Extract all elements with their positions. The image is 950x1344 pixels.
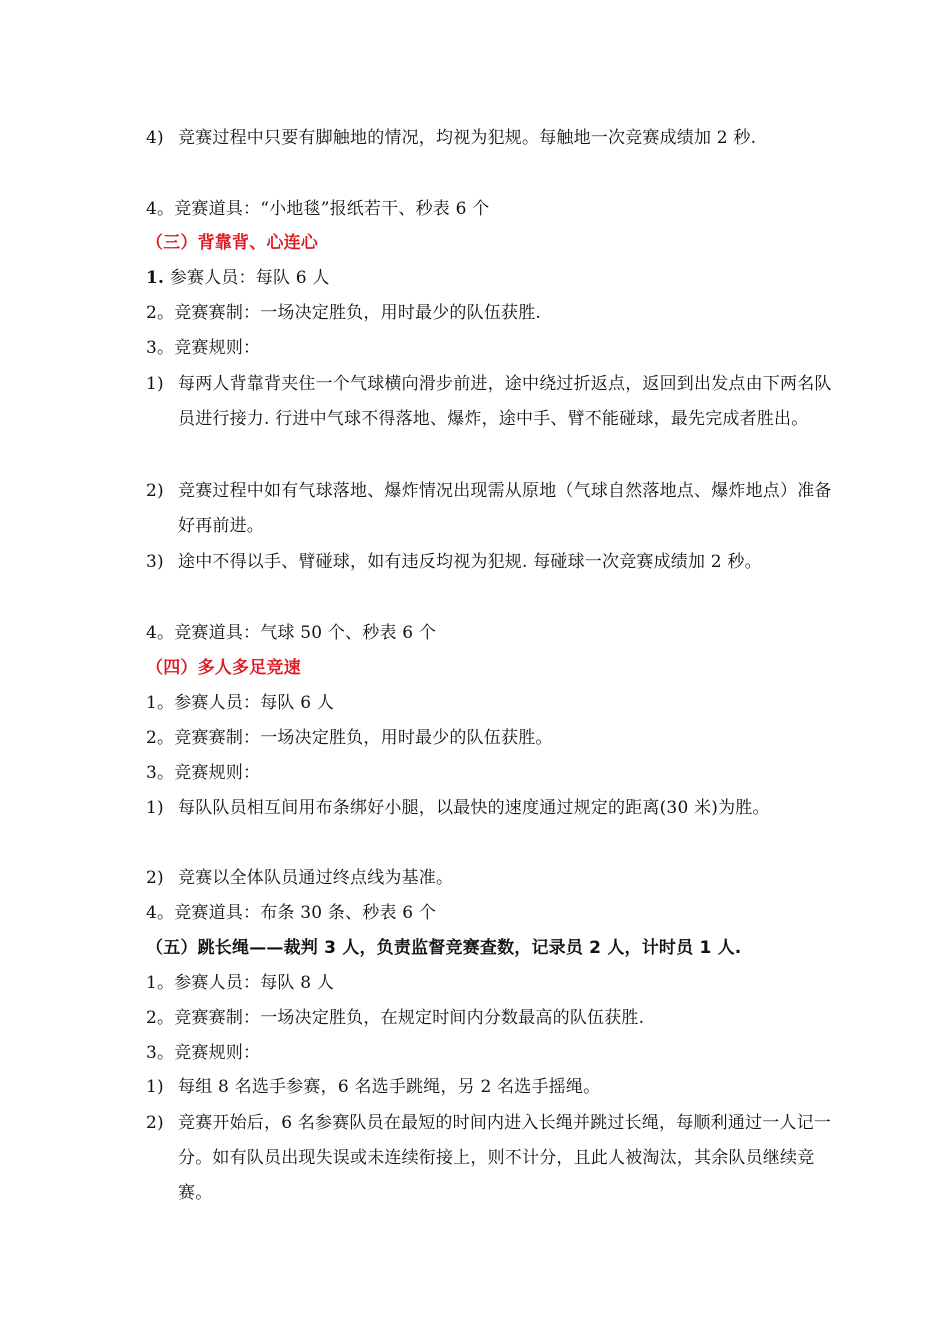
list-item-rule-1 (146, 374, 846, 437)
list-text: 竞赛开始后，6 名参赛队员在最短的时间内进入长绳并跳过长绳，每顺利通过一人记一分。如有队员出现失误或未连续衔接上，则不计分，且此人被淘汰，其余队员继续竞赛。 (178, 1113, 832, 1203)
list-item-rule-2 (146, 481, 846, 544)
rules-title: 3。竞赛规则： (146, 763, 261, 783)
section-heading-3: （三）背靠背、心连心 (146, 233, 318, 253)
rules-title: 3。竞赛规则： (146, 338, 261, 358)
participants-line (146, 268, 840, 288)
list-number: 1. (146, 268, 165, 288)
list-item-rule-1 (146, 798, 846, 826)
list-number: 3) (146, 552, 164, 572)
list-number: 2) (146, 1113, 164, 1133)
section-heading-5: （五）跳长绳——裁判 3 人，负责监督竞赛查数，记录员 2 人，计时员 1 人. (146, 938, 742, 958)
list-text: 竞赛过程中只要有脚触地的情况，均视为犯规。每触地一次竞赛成绩加 2 秒. (178, 128, 757, 148)
participants-text: 参赛人员：每队 6 人 (164, 268, 330, 288)
list-text: 途中不得以手、臂碰球，如有违反均视为犯规. 每碰球一次竞赛成绩加 2 秒。 (178, 552, 762, 572)
format-line: 2。竞赛赛制：一场决定胜负，用时最少的队伍获胜. (146, 303, 542, 323)
list-item-rule-2 (146, 868, 846, 896)
list-number: 1) (146, 1077, 164, 1097)
participants-line: 1。参赛人员：每队 8 人 (146, 973, 335, 993)
list-number: 4) (146, 128, 164, 148)
list-text: 每队队员相互间用布条绑好小腿，以最快的速度通过规定的距离(30 米)为胜。 (178, 798, 770, 818)
list-number: 2) (146, 868, 164, 888)
equipment-line: 4。竞赛道具：布条 30 条、秒表 6 个 (146, 903, 437, 923)
list-item-rule-2 (146, 1113, 846, 1211)
rules-title: 3。竞赛规则： (146, 1043, 261, 1063)
list-number: 1) (146, 798, 164, 818)
list-number: 1) (146, 374, 164, 394)
format-line: 2。竞赛赛制：一场决定胜负，用时最少的队伍获胜。 (146, 728, 553, 748)
list-text: 竞赛过程中如有气球落地、爆炸情况出现需从原地（气球自然落地点、爆炸地点）准备好再前进。 (178, 481, 832, 536)
equipment-line: 4。竞赛道具：“小地毯”报纸若干、秒表 6 个 (146, 199, 490, 219)
list-text: 每两人背靠背夹住一个气球横向滑步前进，途中绕过折返点，返回到出发点由下两名队员进行接力. 行进中气球不得落地、爆炸，途中手、臂不能碰球，最先完成者胜出。 (178, 374, 832, 429)
format-line: 2。竞赛赛制：一场决定胜负，在规定时间内分数最高的队伍获胜. (146, 1008, 645, 1028)
list-item-rule-1 (146, 1077, 846, 1105)
list-item-rule-4 (146, 128, 846, 156)
list-text: 竞赛以全体队员通过终点线为基准。 (178, 868, 454, 888)
equipment-line: 4。竞赛道具：气球 50 个、秒表 6 个 (146, 623, 437, 643)
list-text: 每组 8 名选手参赛，6 名选手跳绳，另 2 名选手摇绳。 (178, 1077, 601, 1097)
list-number: 2) (146, 481, 164, 501)
participants-line: 1。参赛人员：每队 6 人 (146, 693, 335, 713)
list-item-rule-3 (146, 552, 846, 580)
section-heading-4: （四）多人多足竞速 (146, 658, 301, 678)
